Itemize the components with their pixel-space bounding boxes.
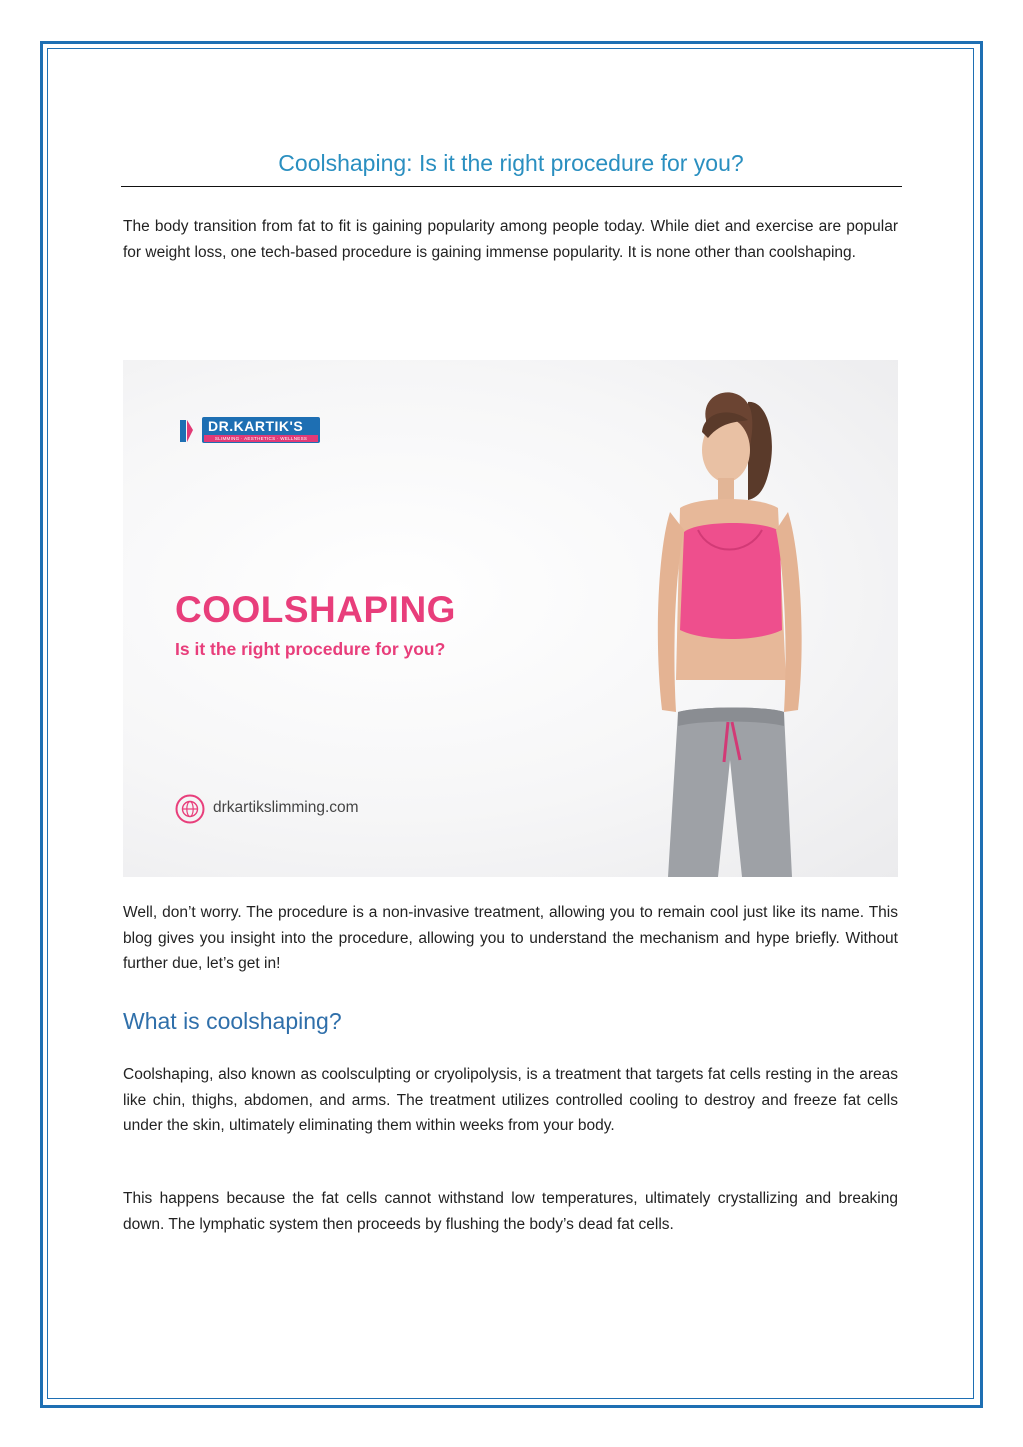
hero-image bbox=[123, 360, 898, 877]
globe-icon bbox=[175, 794, 205, 824]
brand-logo bbox=[178, 415, 320, 445]
intro-paragraph: The body transition from fat to fit is gaining popularity among people today. While diet and exercise are popular for weight loss, one tech-based procedure is gaining immense popularity. It is none other than coolshaping. bbox=[123, 218, 898, 261]
section-heading: What is coolshaping? bbox=[123, 1008, 342, 1034]
title-underline bbox=[121, 186, 902, 187]
hero-subheadline: Is it the right procedure for you? bbox=[175, 639, 446, 659]
logo-tagline: SLIMMING · AESTHETICS · WELLNESS bbox=[204, 435, 318, 442]
section-paragraph-1: Coolshaping, also known as coolsculpting or cryolipolysis, is a treatment that targets fat cells resting in the areas like chin, thighs, abdomen, and arms. The treatment utilizes controlled cooling to destroy and freeze fat cells under the skin, ultimately eliminating them within weeks from your body. bbox=[123, 1066, 898, 1134]
hero-headline: COOLSHAPING bbox=[175, 589, 456, 630]
website-url: drkartikslimming.com bbox=[213, 799, 359, 816]
logo-mark-icon bbox=[178, 418, 194, 444]
document-title: Coolshaping: Is it the right procedure for you? bbox=[278, 150, 744, 176]
section-paragraph-2: This happens because the fat cells cannot withstand low temperatures, ultimately crystallizing and breaking down. The lymphatic system then proceeds by flushing the body’s dead fat cells. bbox=[123, 1190, 898, 1233]
paragraph-after-image: Well, don’t worry. The procedure is a non-invasive treatment, allowing you to remain cool just like its name. This blog gives you insight into the procedure, allowing you to understand the mechanism and hype briefly. Without further due, let’s get in! bbox=[123, 904, 898, 972]
model-photo-illustration bbox=[618, 380, 843, 877]
logo-name: DR.KARTIK'S bbox=[208, 418, 304, 434]
